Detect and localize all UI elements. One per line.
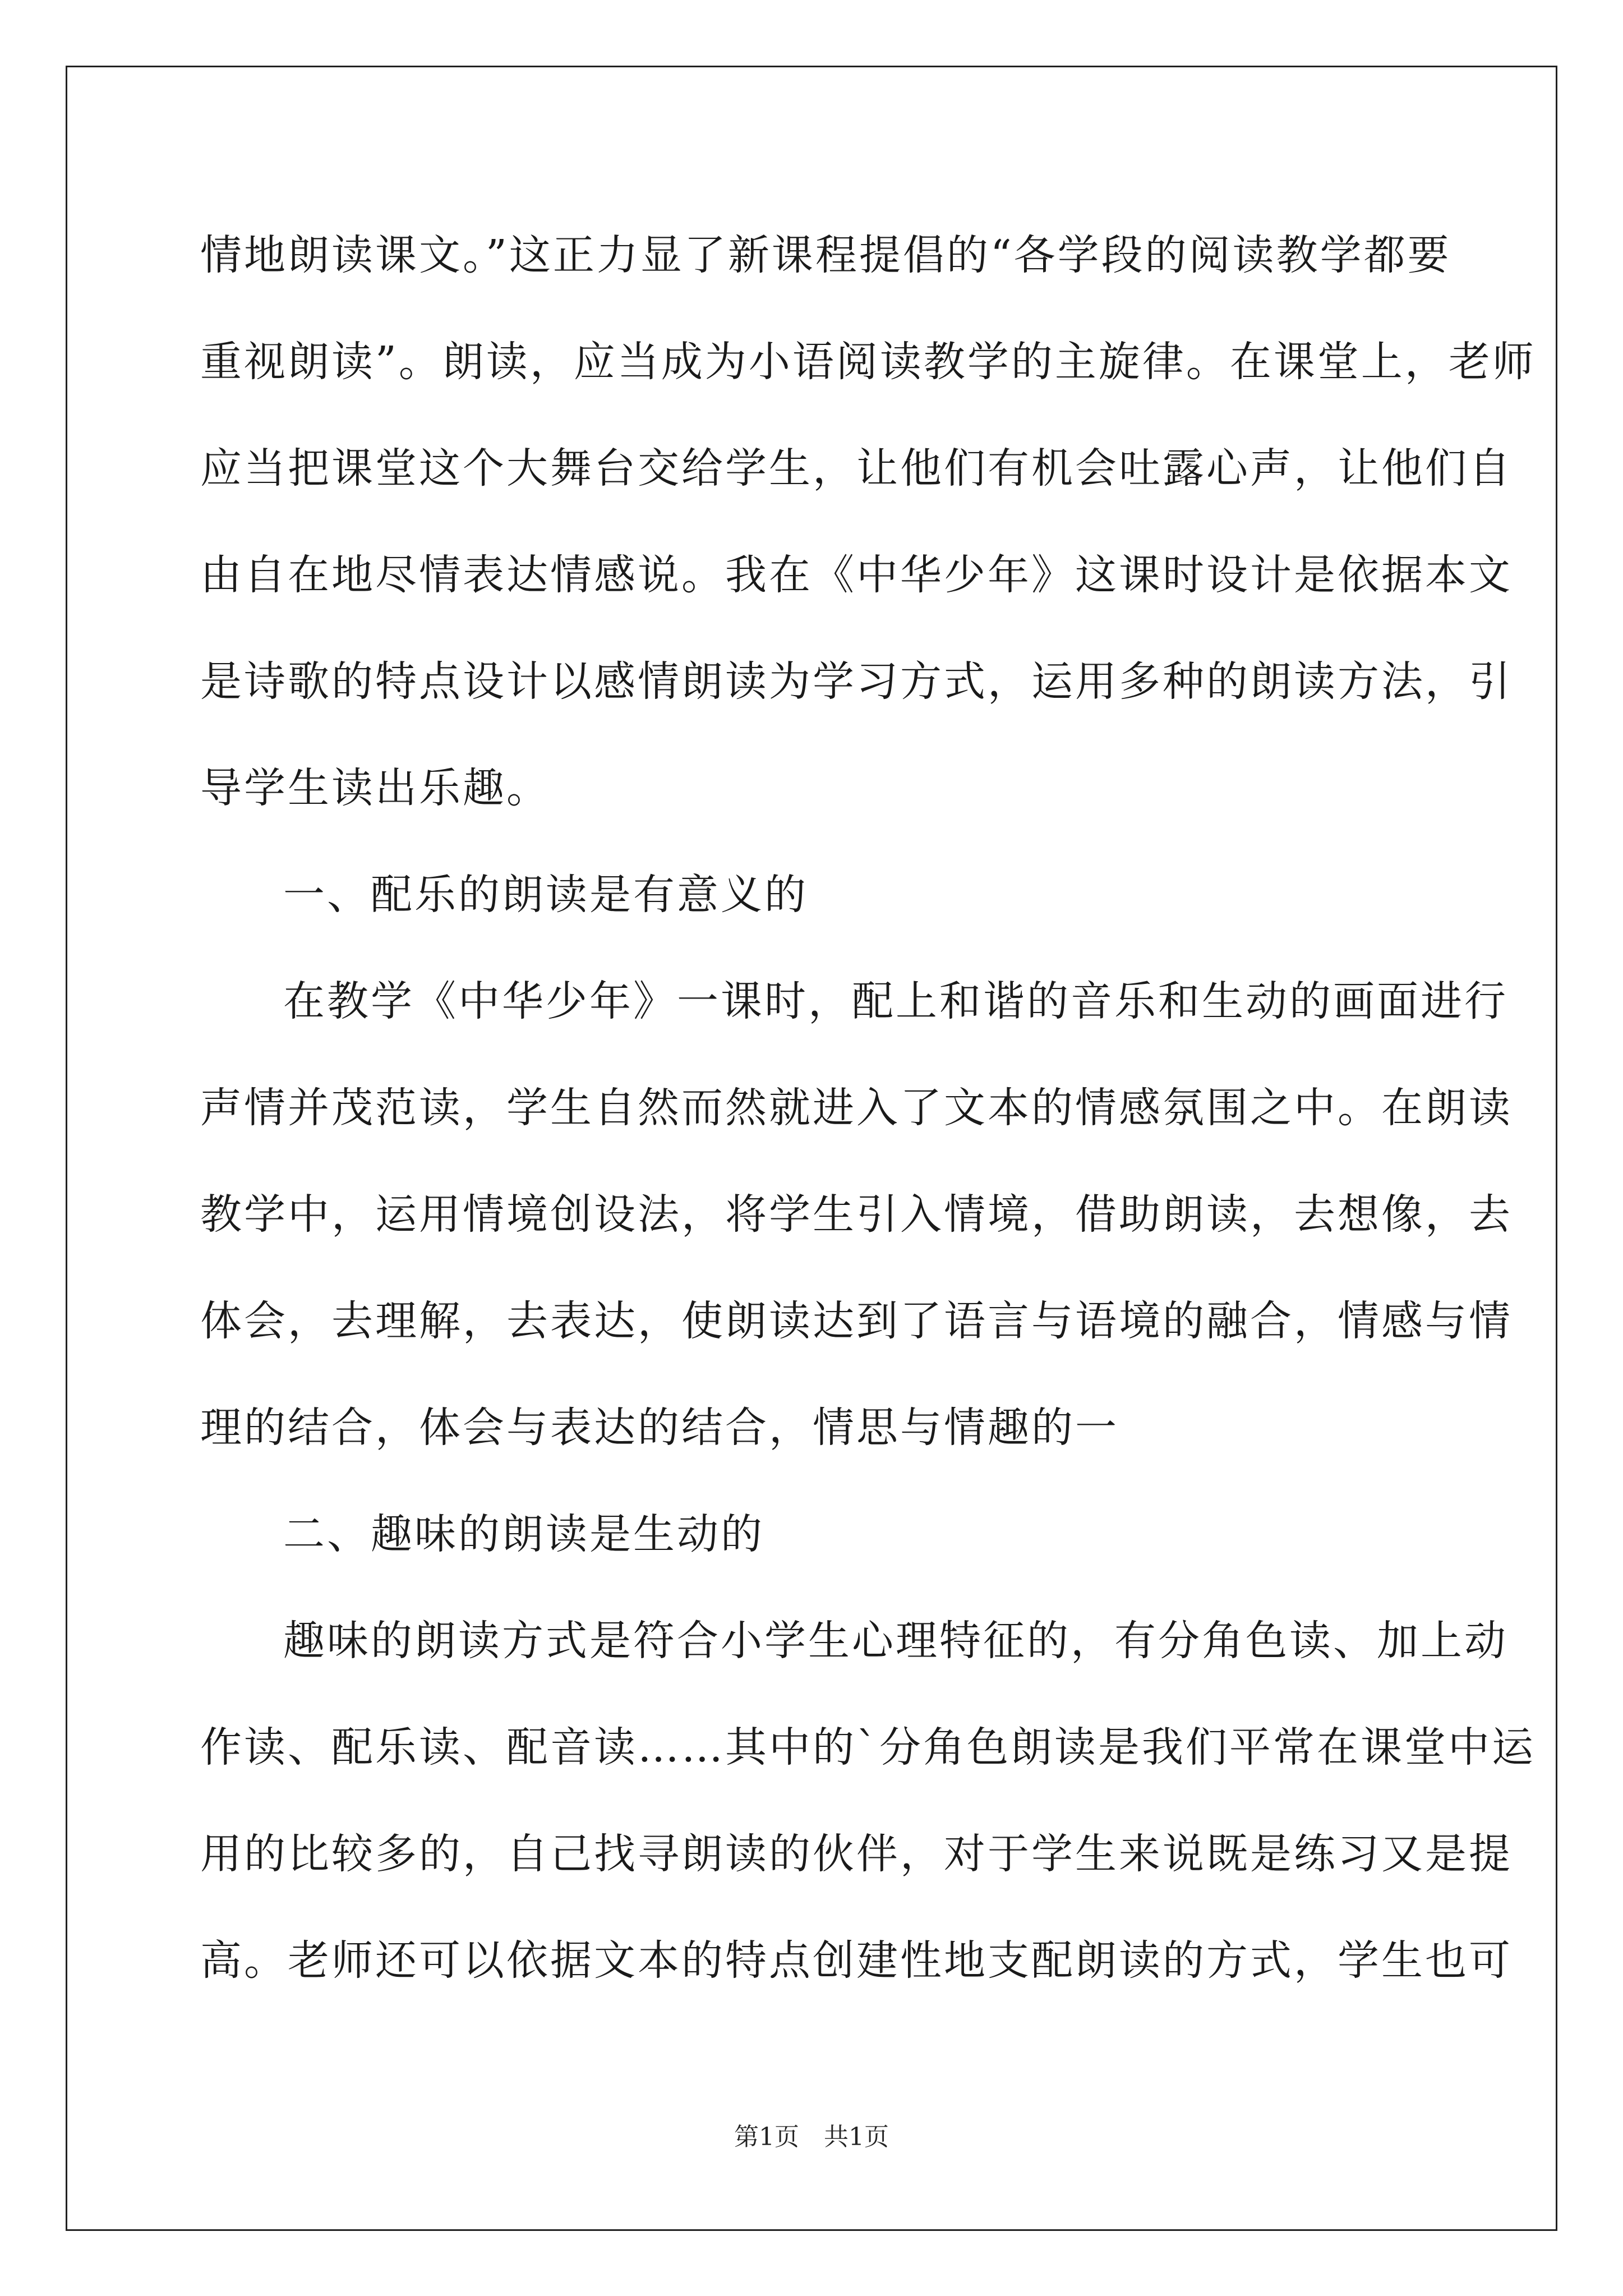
text-line-14: 趣味的朗读方式是符合小学生心理特征的，有分角色读、加上动 — [283, 1617, 1508, 1665]
section-heading-1: 一、配乐的朗读是有意义的 — [283, 871, 808, 919]
text-line-6: 导学生读出乐趣。 — [200, 764, 550, 812]
text-line-10: 教学中，运用情境创设法，将学生引入情境，借助朗读，去想像，去 — [200, 1190, 1513, 1239]
text-line-16: 用的比较多的，自己找寻朗读的伙伴，对于学生来说既是练习又是提 — [200, 1830, 1513, 1878]
text-line-2: 重视朗读”。朗读，应当成为小语阅读教学的主旋律。在课堂上，老师 — [200, 338, 1536, 386]
document-body — [200, 213, 1536, 2025]
text-line-11: 体会，去理解，去表达，使朗读达到了语言与语境的融合，情感与情 — [200, 1297, 1513, 1345]
text-line-17: 高。老师还可以依据文本的特点创建性地支配朗读的方式，学生也可 — [200, 1936, 1513, 1985]
text-line-5: 是诗歌的特点设计以感情朗读为学习方式，运用多种的朗读方法，引 — [200, 657, 1513, 706]
text-line-8: 在教学《中华少年》一课时，配上和谐的音乐和生动的画面进行 — [283, 977, 1508, 1025]
text-line-15: 作读、配乐读、配音读……其中的`分角色朗读是我们平常在课堂中运 — [200, 1723, 1536, 1772]
text-line-9: 声情并茂范读，学生自然而然就进入了文本的情感氛围之中。在朗读 — [200, 1084, 1513, 1132]
page-footer: 第1页 共1页 — [734, 2123, 889, 2151]
text-line-1: 情地朗读课文。”这正力显了新课程提倡的“各学段的阅读教学都要 — [200, 231, 1451, 279]
section-heading-2: 二、趣味的朗读是生动的 — [283, 1510, 764, 1558]
text-line-3: 应当把课堂这个大舞台交给学生，让他们有机会吐露心声，让他们自 — [200, 444, 1513, 493]
text-line-12: 理的结合，体会与表达的结合，情思与情趣的一 — [200, 1404, 1119, 1452]
text-line-4: 由自在地尽情表达情感说。我在《中华少年》这课时设计是依据本文 — [200, 551, 1513, 599]
